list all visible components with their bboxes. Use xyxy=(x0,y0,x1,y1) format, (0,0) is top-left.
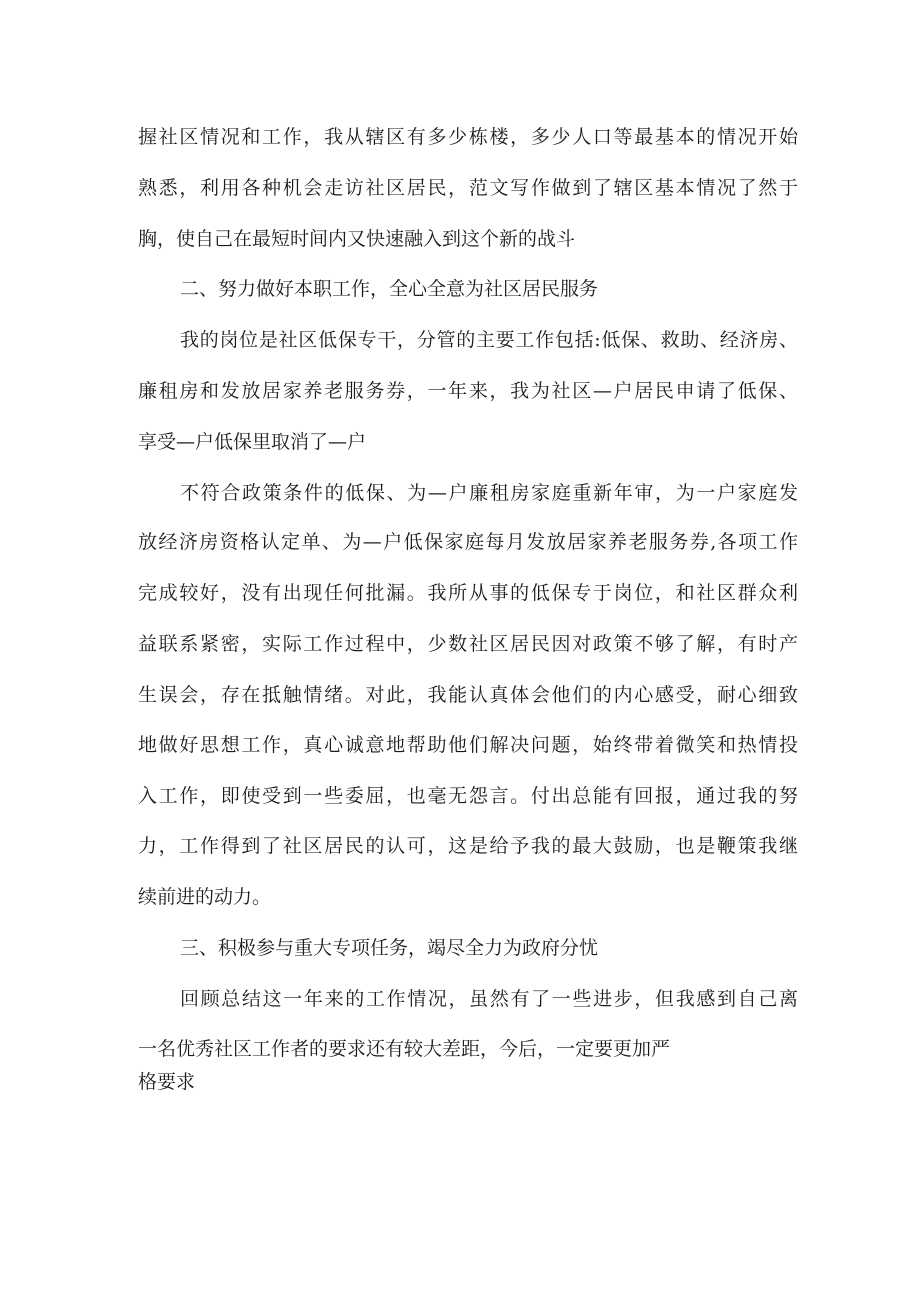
paragraph-2-line-1: 我的岗位是社区低保专干，分管的主要工作包括:低保、救助、经济房、 xyxy=(180,329,798,351)
paragraph-4-line-2: 一名优秀社区工作者的要求还有较大差距，今后，一定要更加严 xyxy=(138,1038,671,1060)
paragraph-1-line-1: 握社区情况和工作，我从辖区有多少栋楼，多少人口等最基本的情况开始 xyxy=(138,126,798,148)
paragraph-3-line-6: 地做好思想工作，真心诚意地帮助他们解决问题，始终带着微笑和热情投 xyxy=(138,734,798,756)
paragraph-3-line-5: 生误会，存在抵触情绪。对此，我能认真体会他们的内心感受，耐心细致 xyxy=(138,684,798,706)
paragraph-2-line-2: 廉租房和发放居家养老服务券，一年来，我为社区—户居民申请了低保、 xyxy=(138,380,798,402)
paragraph-1-line-3: 胸，使自己在最短时间内又快速融入到这个新的战斗 xyxy=(138,228,576,250)
section-heading-2: 二、努力做好本职工作，全心全意为社区居民服务 xyxy=(180,278,599,300)
paragraph-3-line-9: 续前进的动力。 xyxy=(138,886,272,908)
paragraph-3-line-8: 力，工作得到了社区居民的认可，这是给予我的最大鼓励，也是鞭策我继 xyxy=(138,835,798,857)
paragraph-3-line-4: 益联系紧密，实际工作过程中，少数社区居民因对政策不够了解，有时产 xyxy=(138,633,798,655)
paragraph-1-line-2: 熟悉，利用各种机会走访社区居民，范文写作做到了辖区基本情况了然于 xyxy=(138,177,798,199)
paragraph-4-line-1: 回顾总结这一年来的工作情况，虽然有了一些进步，但我感到自己离 xyxy=(180,988,798,1010)
paragraph-3-line-7: 入工作，即使受到一些委屈，也毫无怨言。付出总能有回报，通过我的努 xyxy=(138,785,798,807)
section-heading-3: 三、积极参与重大专项任务，竭尽全力为政府分忧 xyxy=(180,937,599,959)
paragraph-3-line-1: 不符合政策条件的低保、为—户廉租房家庭重新年审，为一户家庭发 xyxy=(180,482,798,504)
paragraph-3-line-3: 完成较好，没有出现任何批漏。我所从事的低保专于岗位，和社区群众利 xyxy=(138,582,798,604)
paragraph-4-line-3: 格要求 xyxy=(138,1071,196,1093)
paragraph-3-line-2: 放经济房资格认定单、为—户低保家庭每月发放居家养老服务券,各项工作 xyxy=(138,531,798,553)
paragraph-2-line-3: 享受—户低保里取消了—户 xyxy=(138,431,367,453)
